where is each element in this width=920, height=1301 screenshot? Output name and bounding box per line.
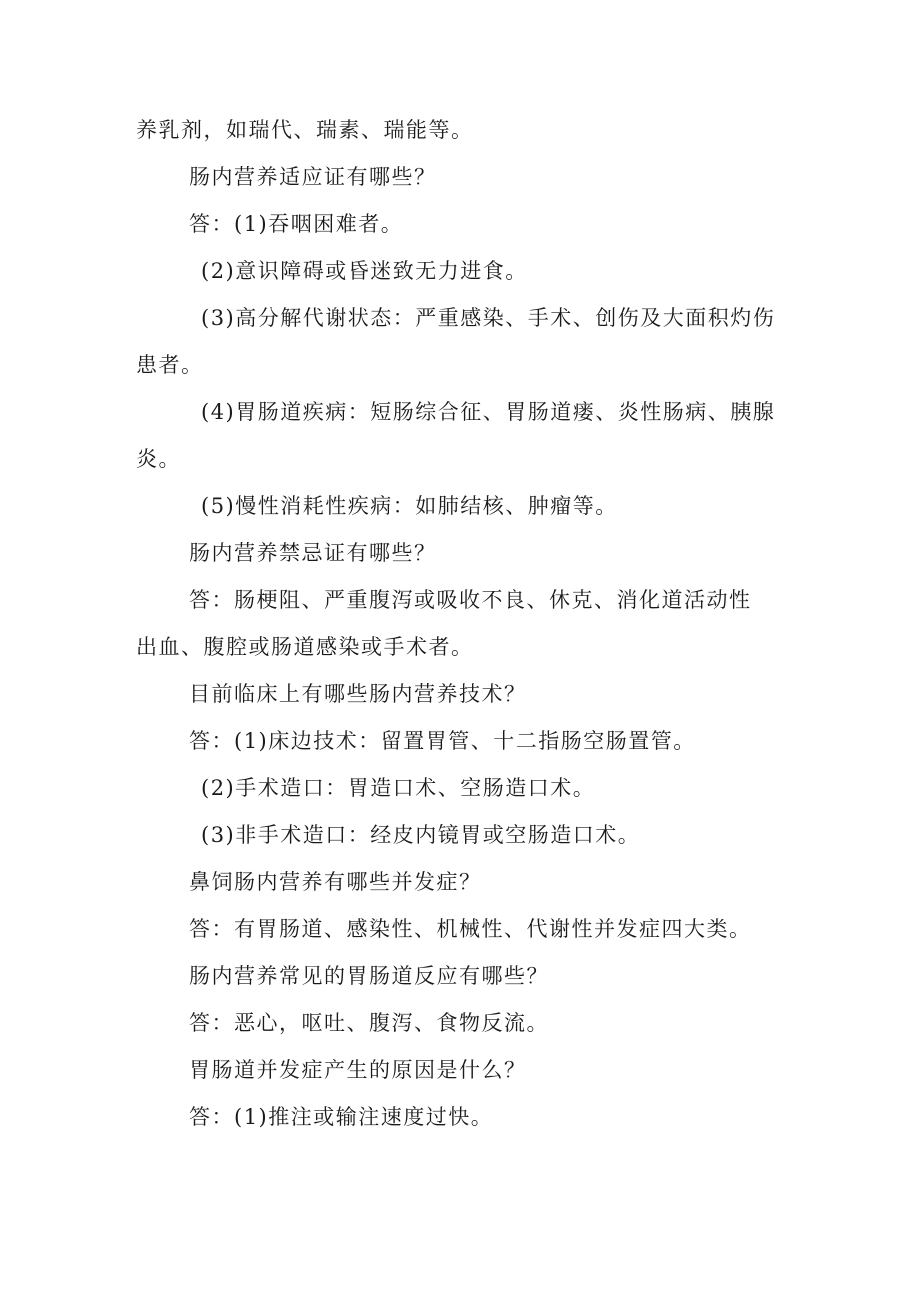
answer-sub-item: (2)手术造口：胃造口术、空肠造口术。 bbox=[201, 776, 596, 800]
text-line: 养乳剂，如瑞代、瑞素、瑞能等。 bbox=[136, 118, 474, 142]
answer-line: 答：有胃肠道、感染性、机械性、代谢性并发症四大类。 bbox=[189, 917, 752, 941]
answer-sub-item: (5)慢性消耗性疾病：如肺结核、肿瘤等。 bbox=[201, 494, 618, 518]
answer-sub-item: (2)意识障碍或昏迷致无力进食。 bbox=[201, 259, 528, 283]
answer-line: 答：肠梗阻、严重腹泻或吸收不良、休克、消化道活动性 bbox=[189, 588, 752, 612]
answer-line: 答：恶心，呕吐、腹泻、食物反流。 bbox=[189, 1011, 549, 1035]
text-line: 炎。 bbox=[136, 447, 181, 471]
question-line: 肠内营养适应证有哪些？ bbox=[189, 165, 437, 189]
answer-sub-item: (3)高分解代谢状态：严重感染、手术、创伤及大面积灼伤 bbox=[201, 306, 776, 330]
question-line: 目前临床上有哪些肠内营养技术？ bbox=[189, 682, 527, 706]
text-line: 出血、腹腔或肠道感染或手术者。 bbox=[136, 635, 474, 659]
answer-line: 答：(1)吞咽困难者。 bbox=[189, 212, 404, 236]
question-line: 鼻饲肠内营养有哪些并发症？ bbox=[189, 870, 482, 894]
question-line: 胃肠道并发症产生的原因是什么？ bbox=[189, 1058, 527, 1082]
document-page bbox=[136, 107, 796, 1141]
answer-sub-item: (4)胃肠道疾病：短肠综合征、胃肠道瘘、炎性肠病、胰腺 bbox=[201, 400, 776, 424]
question-line: 肠内营养禁忌证有哪些？ bbox=[189, 541, 437, 565]
answer-line: 答：(1)床边技术：留置胃管、十二指肠空肠置管。 bbox=[189, 729, 696, 753]
text-line: 患者。 bbox=[136, 353, 204, 377]
answer-sub-item: (3)非手术造口：经皮内镜胃或空肠造口术。 bbox=[201, 823, 641, 847]
answer-line: 答：(1)推注或输注速度过快。 bbox=[189, 1105, 494, 1129]
question-line: 肠内营养常见的胃肠道反应有哪些？ bbox=[189, 964, 549, 988]
